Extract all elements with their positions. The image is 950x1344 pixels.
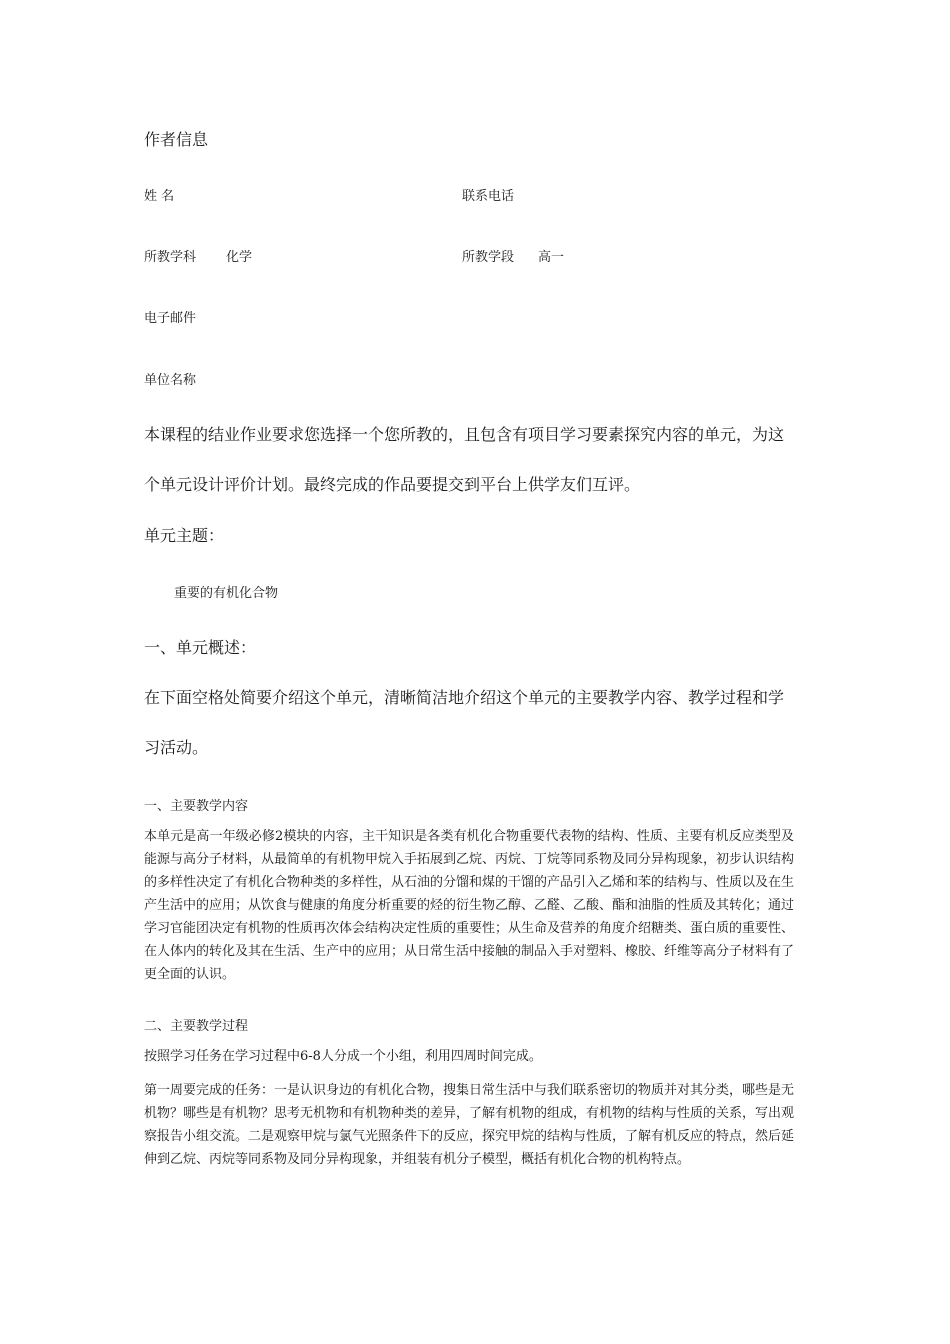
content-heading: 一、主要教学内容 <box>144 799 249 814</box>
grade-label: 所教学段 <box>462 250 515 265</box>
overview-instruction-line-2: 习活动。 <box>144 738 209 757</box>
overview-instruction-line-1: 在下面空格处简要介绍这个单元，清晰简洁地介绍这个单元的主要教学内容、教学过程和学 <box>144 688 785 707</box>
process-paragraph-1: 按照学习任务在学习过程中6-8人分成一个小组，利用四周时间完成。 <box>144 1049 542 1064</box>
process-paragraph-2: 第一周要完成的任务：一是认识身边的有机化合物，搜集日常生活中与我们联系密切的物质并对其分类，哪些是无机物？哪些是有机物？思考无机物和有机物种类的差异，了解有机物的组成，有机物的结构与性质的关系，写出观察报告小组交流。二是观察甲烷与氯气光照条件下的反应，探究甲烷的结构与性质，了解有机反应的特点，然后延伸到乙烷、丙烷等同系物及同分异构现象，并组装有机分子模型，概括有机化合物的机构特点。 <box>144 1083 795 1167</box>
intro-line-2: 个单元设计评价计划。最终完成的作品要提交到平台上供学友们互评。 <box>144 475 641 494</box>
email-label: 电子邮件 <box>144 311 197 326</box>
org-label: 单位名称 <box>144 373 197 388</box>
grade-field <box>462 246 564 265</box>
subject-value: 化学 <box>226 250 253 265</box>
subject-label: 所教学科 <box>144 250 197 265</box>
subject-field <box>144 246 252 265</box>
content-paragraph: 本单元是高一年级必修2模块的内容，主干知识是各类有机化合物重要代表物的结构、性质、主要有机反应类型及能源与高分子材料，从最简单的有机物甲烷入手拓展到乙烷、丙烷、丁烷等同系物及同分异构现象，初步认识结构的多样性决定了有机化合物种类的多样性，从石油的分馏和煤的干馏的产品引入乙烯和苯的结构与、性质以及在生产生活中的应用；从饮食与健康的角度分析重要的烃的衍生物乙醇、乙醛、乙酸、酯和油脂的性质及其转化；通过学习官能团决定有机物的性质再次体会结构决定性质的重要性；从生命及营养的角度介绍糖类、蛋白质的重要性、在人体内的转化及其在生活、生产中的应用；从日常生活中接触的制品入手对塑料、橡胶、纤维等高分子材料有了更全面的认识。 <box>144 829 795 982</box>
name-label: 姓 名 <box>144 189 175 204</box>
author-info-heading: 作者信息 <box>144 130 209 149</box>
grade-value: 高一 <box>538 250 565 265</box>
unit-theme-label: 单元主题： <box>144 526 225 545</box>
intro-line-1: 本课程的结业作业要求您选择一个您所教的，且包含有项目学习要素探究内容的单元，为这 <box>144 425 785 444</box>
unit-theme-value: 重要的有机化合物 <box>174 586 279 601</box>
phone-label: 联系电话 <box>462 189 515 204</box>
process-heading: 二、主要教学过程 <box>144 1019 249 1034</box>
overview-heading: 一、单元概述： <box>144 638 257 657</box>
